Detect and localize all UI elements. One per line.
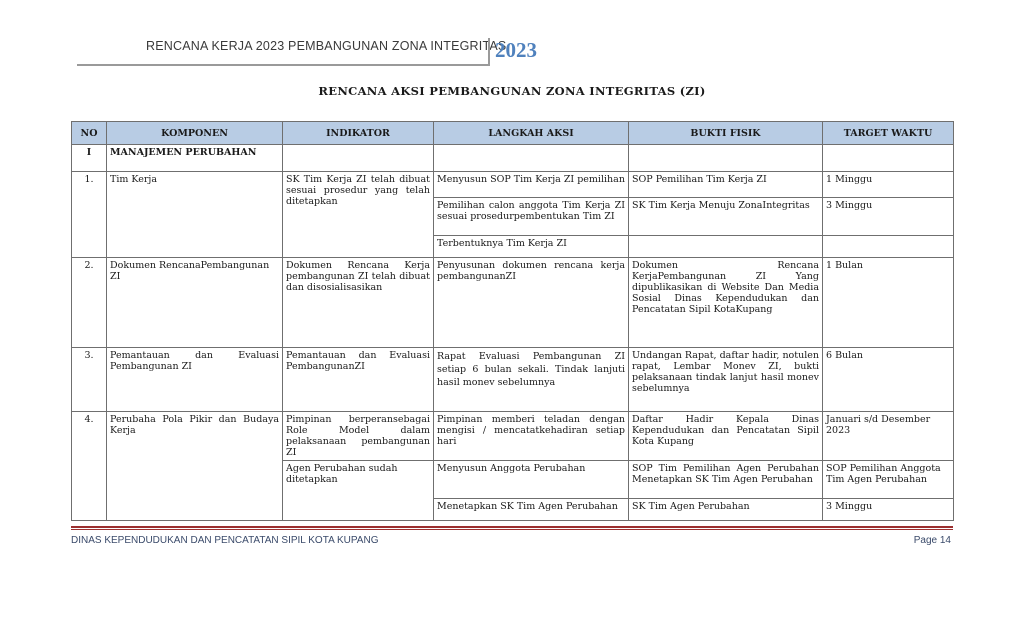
header-no: NO bbox=[72, 122, 107, 145]
bukti-cell: SOP Pemilihan Tim Kerja ZI bbox=[629, 172, 823, 198]
komponen-cell: Tim Kerja bbox=[107, 172, 283, 258]
target-cell: 3 Minggu bbox=[823, 198, 954, 236]
section-row bbox=[72, 145, 954, 172]
indikator-cell: Pimpinan berperansebagai Role Model dalam pelaksanaan pembangunan ZI bbox=[283, 412, 434, 461]
bukti-cell bbox=[629, 236, 823, 258]
row-number: 2. bbox=[72, 258, 107, 348]
header-year: 2023 bbox=[495, 38, 537, 62]
header-langkah-aksi: LANGKAH AKSI bbox=[434, 122, 629, 145]
komponen-cell: Perubaha Pola Pikir dan Budaya Kerja bbox=[107, 412, 283, 521]
footer-page-number: Page 14 bbox=[913, 535, 951, 546]
indikator-cell: Pemantauan dan Evaluasi PembangunanZI bbox=[283, 348, 434, 412]
table-row bbox=[72, 348, 954, 412]
komponen-cell: Pemantauan dan Evaluasi Pembangunan ZI bbox=[107, 348, 283, 412]
table-row bbox=[72, 172, 954, 198]
table-row bbox=[72, 412, 954, 461]
row-number: 3. bbox=[72, 348, 107, 412]
header-target-waktu: TARGET WAKTU bbox=[823, 122, 954, 145]
langkah-cell: Pemilihan calon anggota Tim Kerja ZI sesuai prosedurpembentukan Tim ZI bbox=[434, 198, 629, 236]
running-header-title: RENCANA KERJA 2023 PEMBANGUNAN ZONA INTEGRITAS bbox=[146, 39, 507, 53]
target-cell: 6 Bulan bbox=[823, 348, 954, 412]
table-row bbox=[72, 258, 954, 348]
header-bukti-fisik: BUKTI FISIK bbox=[629, 122, 823, 145]
row-number: 1. bbox=[72, 172, 107, 258]
komponen-cell: Dokumen RencanaPembangunan ZI bbox=[107, 258, 283, 348]
indikator-cell: Dokumen Rencana Kerja pembangunan ZI telah dibuat dan disosialisasikan bbox=[283, 258, 434, 348]
langkah-cell: Pimpinan memberi teladan dengan mengisi / mencatatkehadiran setiap hari bbox=[434, 412, 629, 461]
table-header-row bbox=[72, 122, 954, 145]
langkah-cell: Terbentuknya Tim Kerja ZI bbox=[434, 236, 629, 258]
footer-rule-thin bbox=[71, 529, 953, 530]
section-title: MANAJEMEN PERUBAHAN bbox=[107, 145, 283, 172]
action-plan-table bbox=[71, 121, 954, 521]
header-komponen: KOMPONEN bbox=[107, 122, 283, 145]
indikator-cell: Agen Perubahan sudah ditetapkan bbox=[283, 461, 434, 521]
target-cell: 3 Minggu bbox=[823, 499, 954, 521]
header-rule bbox=[77, 64, 488, 66]
bukti-cell: Undangan Rapat, daftar hadir, notulen rapat, Lembar Monev ZI, bukti pelaksanaan tindak lanjut hasil monev sebelumnya bbox=[629, 348, 823, 412]
bukti-cell: SK Tim Kerja Menuju ZonaIntegritas bbox=[629, 198, 823, 236]
langkah-cell: Penyusunan dokumen rencana kerja pembangunanZI bbox=[434, 258, 629, 348]
section-number: I bbox=[72, 145, 107, 172]
target-cell: SOP Pemilihan Anggota Tim Agen Perubahan bbox=[823, 461, 954, 499]
target-cell: 1 Bulan bbox=[823, 258, 954, 348]
indikator-cell: SK Tim Kerja ZI telah dibuat sesuai prosedur yang telah ditetapkan bbox=[283, 172, 434, 258]
langkah-cell: Menetapkan SK Tim Agen Perubahan bbox=[434, 499, 629, 521]
bukti-cell: SOP Tim Pemilihan Agen Perubahan Menetapkan SK Tim Agen Perubahan bbox=[629, 461, 823, 499]
header-divider bbox=[488, 38, 490, 66]
bukti-cell: Daftar Hadir Kepala Dinas Kependudukan dan Pencatatan Sipil Kota Kupang bbox=[629, 412, 823, 461]
document-title: RENCANA AKSI PEMBANGUNAN ZONA INTEGRITAS (ZI) bbox=[318, 84, 706, 98]
langkah-cell: Rapat Evaluasi Pembangunan ZI setiap 6 bulan sekali. Tindak lanjuti hasil monev sebelumnya bbox=[434, 348, 629, 412]
bukti-cell: SK Tim Agen Perubahan bbox=[629, 499, 823, 521]
langkah-cell: Menyusun Anggota Perubahan bbox=[434, 461, 629, 499]
footer-organization: DINAS KEPENDUDUKAN DAN PENCATATAN SIPIL KOTA KUPANG bbox=[71, 535, 379, 546]
row-number: 4. bbox=[72, 412, 107, 521]
langkah-cell: Menyusun SOP Tim Kerja ZI pemilihan bbox=[434, 172, 629, 198]
bukti-cell: Dokumen Rencana KerjaPembangunan ZI Yang dipublikasikan di Website Dan Media Sosial Dinas Kependudukan dan Pencatatan Sipil KotaKupang bbox=[629, 258, 823, 348]
target-cell: 1 Minggu bbox=[823, 172, 954, 198]
footer-rule bbox=[71, 526, 953, 528]
header-indikator: INDIKATOR bbox=[283, 122, 434, 145]
target-cell bbox=[823, 236, 954, 258]
target-cell: Januari s/d Desember 2023 bbox=[823, 412, 954, 461]
